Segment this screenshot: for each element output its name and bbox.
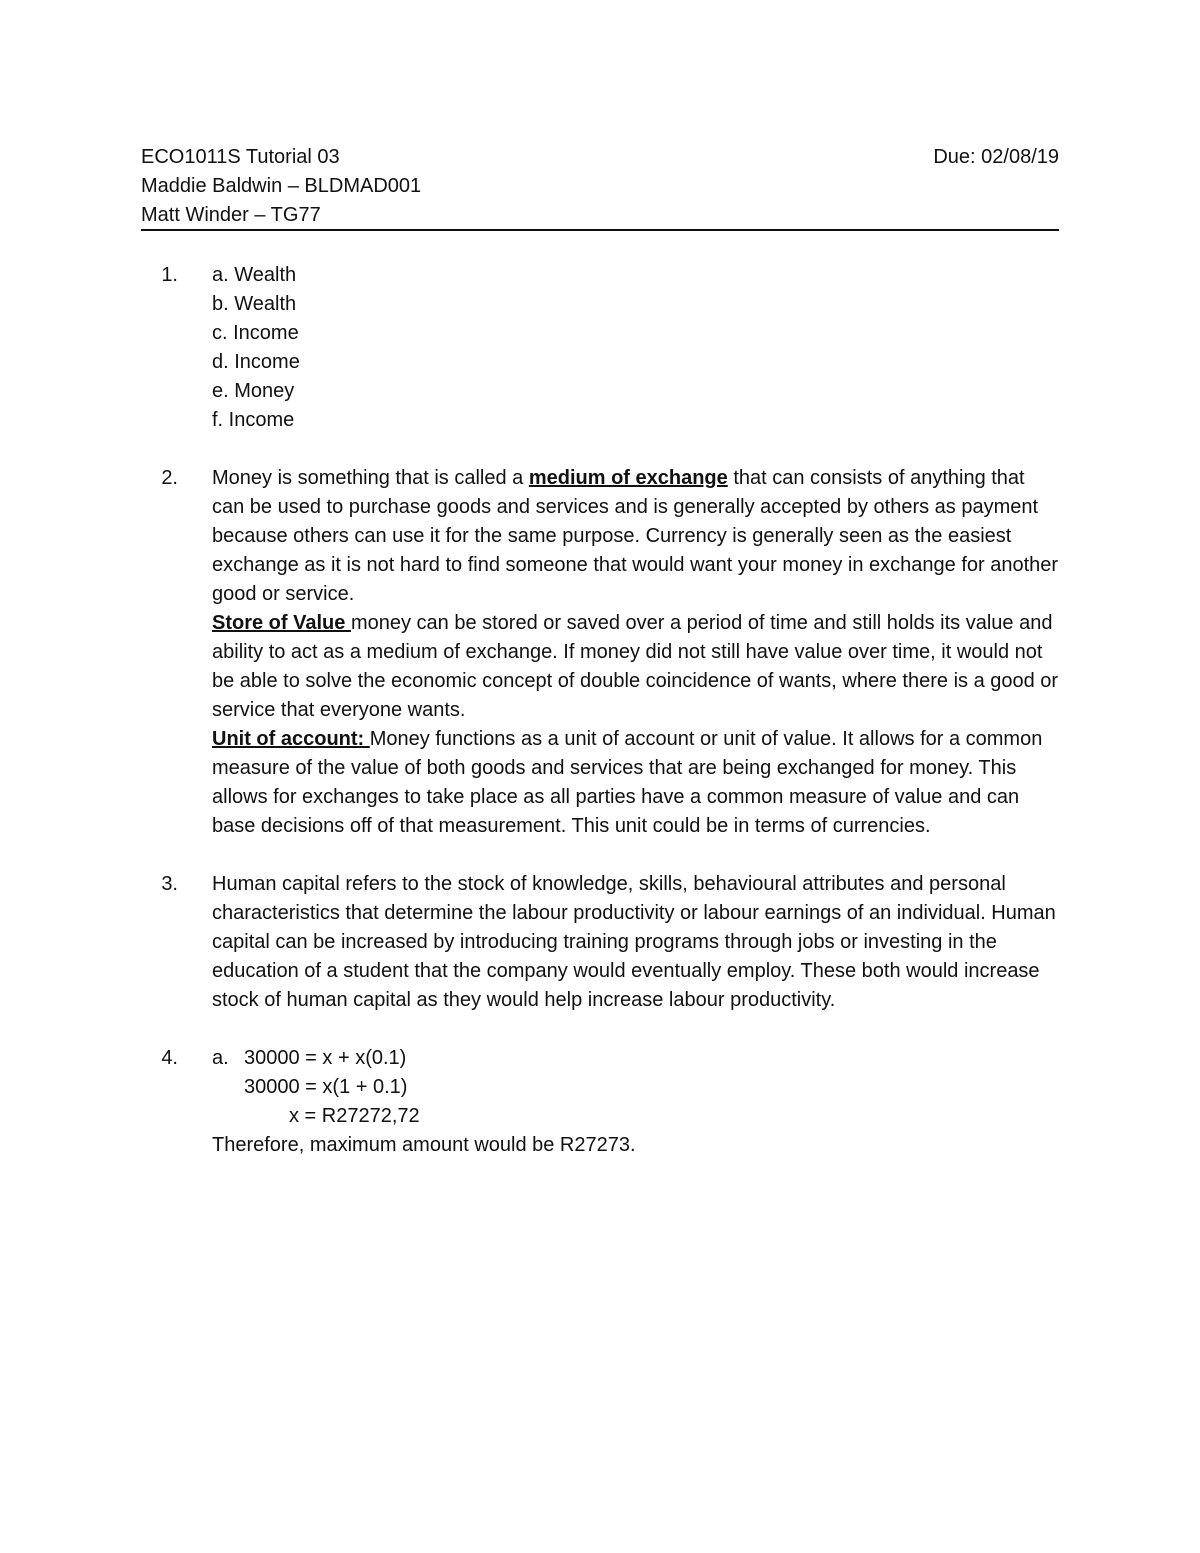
tutor-name: Matt Winder – TG77 xyxy=(141,204,321,226)
equation-line-3: x = R27272,72 xyxy=(289,1105,420,1127)
answer-line: a. Wealth xyxy=(212,264,297,286)
answer-line: d. Income xyxy=(212,351,300,373)
part-label: a. xyxy=(212,1047,229,1069)
answers xyxy=(141,261,1059,1160)
document-header xyxy=(141,143,1059,230)
term-unit-of-account: Unit of account: xyxy=(212,728,370,750)
due-date: Due: 02/08/19 xyxy=(933,146,1059,168)
answer-line: b. Wealth xyxy=(212,293,297,315)
term-medium-of-exchange: medium of exchange xyxy=(528,467,728,489)
student-name: Maddie Baldwin – BLDMAD001 xyxy=(141,175,422,197)
header-rule xyxy=(141,229,1059,231)
question-3 xyxy=(141,870,1059,1015)
store-of-value-paragraph: Store of Value money can be stored or saved over a period of time and still holds its value and ability to act as a medium of exchange. If money did not still have value over time, it would not be able to solve the economic concept of double coincidence of wants, where there is a good or service that everyone wants. xyxy=(212,612,1059,721)
question-number: 3. xyxy=(161,873,178,895)
question-number: 2. xyxy=(161,467,178,489)
answer-line: e. Money xyxy=(212,380,295,402)
course-title: ECO1011S Tutorial 03 xyxy=(141,146,340,168)
question-number: 1. xyxy=(161,264,178,286)
question-4 xyxy=(141,1044,1059,1160)
equation-line-1: 30000 = x + x(0.1) xyxy=(244,1047,407,1069)
conclusion: Therefore, maximum amount would be R27273. xyxy=(212,1134,636,1156)
medium-of-exchange-paragraph: Money is something that is called a medium of exchange that can consists of anything that can be used to purchase goods and services and is generally accepted by others as payment because others can use it for the same purpose. Currency is generally seen as the easiest exchange as it is not hard to find someone that would want your money in exchange for another good or service. xyxy=(212,467,1059,605)
unit-of-account-paragraph: Unit of account: Money functions as a unit of account or unit of value. It allows for a common measure of the value of both goods and services that are being exchanged for money. This allows for exchanges to take place as all parties have a common measure of value and can base decisions off of that measurement. This unit could be in terms of currencies. xyxy=(212,728,1043,837)
equation-line-2: 30000 = x(1 + 0.1) xyxy=(244,1076,408,1098)
term-store-of-value: Store of Value xyxy=(212,612,351,634)
question-number: 4. xyxy=(161,1047,178,1069)
answer-line: c. Income xyxy=(212,322,299,344)
question-1 xyxy=(141,261,1059,435)
question-2 xyxy=(141,464,1059,841)
human-capital-paragraph: Human capital refers to the stock of knowledge, skills, behavioural attributes and personal characteristics that determine the labour productivity or labour earnings of an individual. Human capital can be increased by introducing training programs through jobs or investing in the education of a student that the company would eventually employ. These both would increase stock of human capital as they would help increase labour productivity. xyxy=(212,873,1056,1011)
answer-line: f. Income xyxy=(212,409,295,431)
